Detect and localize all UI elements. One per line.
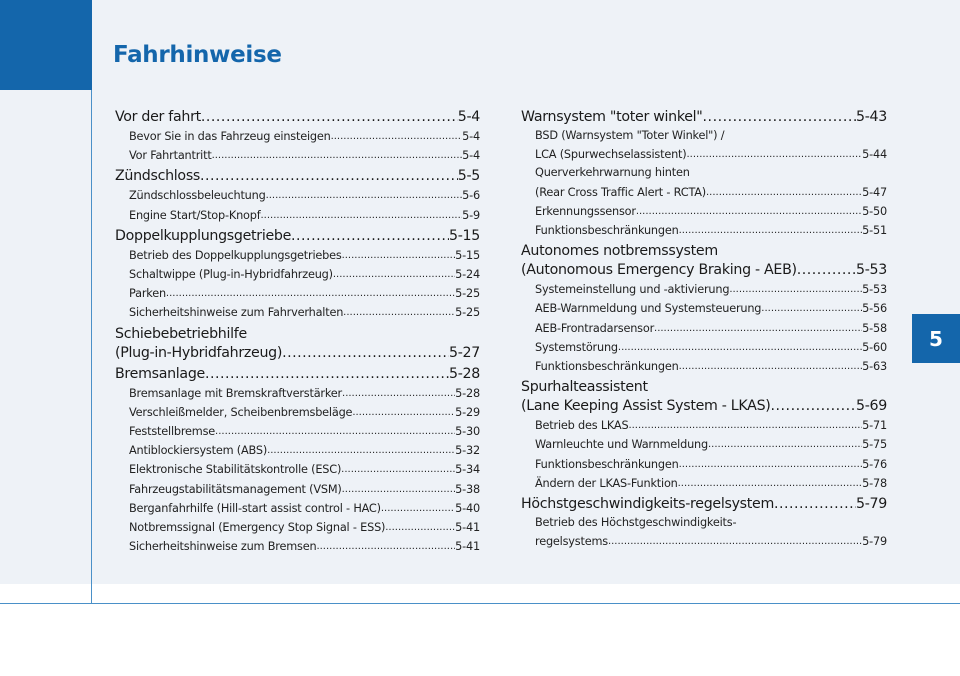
entry-page-number: 5-4	[462, 149, 480, 163]
toc-section	[115, 365, 480, 557]
entry-title: Ändern der LKAS-Funktion	[535, 476, 678, 490]
dot-leader	[771, 397, 856, 416]
entry-page-number: 5-63	[862, 360, 887, 374]
toc-entry[interactable]	[535, 202, 887, 221]
entry-title: Betrieb des Doppelkupplungsgetriebes	[129, 248, 342, 262]
section-page-number: 5-27	[449, 344, 480, 361]
toc-entry[interactable]	[129, 186, 480, 205]
entry-page-number: 5-38	[455, 482, 480, 496]
dot-leader	[761, 299, 862, 318]
entry-page-number: 5-56	[862, 302, 887, 316]
chapter-tab[interactable]: 5	[912, 314, 960, 363]
toc-entry[interactable]	[129, 265, 480, 284]
toc-left-column	[115, 108, 480, 558]
dot-leader	[342, 480, 456, 499]
toc-entry[interactable]	[129, 480, 480, 499]
toc-section	[521, 108, 887, 240]
entry-title: Feststellbremse	[129, 425, 216, 439]
entry-page-number: 5-76	[862, 457, 887, 471]
entry-title: AEB-Frontradarsensor	[535, 321, 655, 335]
toc-entry[interactable]	[535, 338, 887, 357]
entry-title-line[interactable]: BSD (Warnsystem "Toter Winkel") /	[535, 129, 725, 142]
dot-leader	[291, 227, 449, 246]
left-divider	[91, 90, 92, 604]
entry-page-number: 5-40	[455, 501, 480, 515]
entry-page-number: 5-53	[862, 283, 887, 297]
page-title: Fahrhinweise	[113, 42, 282, 68]
toc-entry[interactable]	[535, 532, 887, 551]
entry-page-number: 5-58	[862, 321, 887, 335]
entry-title: Erkennungssensor	[535, 204, 636, 218]
toc-section	[521, 242, 887, 376]
toc-entry[interactable]	[129, 460, 480, 479]
section-entries	[521, 280, 887, 376]
section-title[interactable]	[115, 167, 480, 186]
entry-title: Notbremssignal (Emergency Stop Signal - ESS)	[129, 521, 386, 535]
entry-title: LCA (Spurwechselassistent)	[535, 148, 687, 162]
dot-leader	[333, 265, 455, 284]
dot-leader	[636, 202, 862, 221]
toc-entry[interactable]	[129, 499, 480, 518]
toc-right-column	[521, 108, 887, 553]
dot-leader	[706, 183, 862, 202]
dot-leader	[385, 518, 455, 537]
entry-title: Systemstörung	[535, 340, 618, 354]
entry-title: Bevor Sie in das Fahrzeug einsteigen	[129, 130, 331, 143]
entry-page-number: 5-41	[455, 540, 480, 554]
entry-title: Berganfahrhilfe (Hill-start assist control - HAC)	[129, 501, 381, 515]
entry-title: Vor Fahrtantritt	[129, 149, 212, 163]
entry-title: Systemeinstellung und -aktivierung	[535, 283, 730, 297]
dot-leader	[797, 261, 856, 280]
section-title-text: Bremsanlage	[115, 365, 205, 382]
dot-leader	[342, 246, 456, 265]
toc-section	[115, 325, 480, 363]
entry-page-number: 5-71	[862, 419, 887, 433]
dot-leader	[628, 416, 862, 435]
dot-leader	[316, 537, 455, 556]
entry-page-number: 5-41	[455, 521, 480, 535]
section-title[interactable]	[521, 397, 887, 416]
entry-page-number: 5-25	[455, 306, 480, 320]
entry-title: Sicherheitshinweise zum Fahrverhalten	[129, 306, 344, 320]
section-entries	[115, 127, 480, 165]
toc-entry[interactable]	[535, 416, 887, 435]
toc-section	[115, 227, 480, 323]
toc-entry[interactable]	[129, 127, 480, 146]
dot-leader	[343, 303, 455, 322]
toc-entry[interactable]	[129, 284, 480, 303]
entry-title: Engine Start/Stop-Knopf	[129, 208, 261, 222]
entry-title: Funktionsbeschränkungen	[535, 360, 679, 374]
dot-leader	[166, 284, 455, 303]
entry-title: AEB-Warnmeldung und Systemsteuerung	[535, 302, 762, 316]
entry-page-number: 5-78	[862, 476, 887, 490]
dot-leader	[282, 344, 449, 363]
section-title[interactable]	[521, 261, 887, 280]
toc-entry[interactable]	[129, 441, 480, 460]
bottom-divider	[0, 603, 960, 604]
section-title[interactable]	[115, 344, 480, 363]
toc-entry[interactable]	[535, 455, 887, 474]
dot-leader	[266, 186, 463, 205]
toc-entry[interactable]	[535, 474, 887, 493]
entry-page-number: 5-24	[455, 268, 480, 282]
section-title-line[interactable]: Schiebebetriebhilfe	[115, 325, 247, 342]
entry-page-number: 5-79	[862, 535, 887, 549]
dot-leader	[352, 403, 455, 422]
dot-leader	[215, 422, 455, 441]
section-title[interactable]	[521, 495, 887, 514]
section-title-text: Warnsystem "toter winkel"	[521, 109, 703, 125]
entry-title: Funktionsbeschränkungen	[535, 224, 679, 238]
dot-leader	[341, 460, 455, 479]
entry-page-number: 5-6	[462, 189, 480, 203]
section-title[interactable]	[115, 227, 480, 246]
section-title[interactable]	[115, 108, 480, 127]
entry-page-number: 5-47	[862, 185, 887, 199]
toc-entry[interactable]	[129, 384, 480, 403]
entry-title: Schaltwippe (Plug-in-Hybridfahrzeug)	[129, 268, 333, 282]
section-page-number: 5-5	[457, 168, 480, 185]
section-entries	[521, 514, 887, 551]
entry-page-number: 5-4	[462, 130, 480, 143]
dot-leader	[708, 435, 862, 454]
dot-leader	[267, 441, 455, 460]
entry-page-number: 5-9	[462, 208, 480, 222]
toc-entry[interactable]	[535, 145, 887, 164]
entry-page-number: 5-25	[455, 287, 480, 301]
toc-section	[115, 167, 480, 224]
entry-page-number: 5-50	[862, 204, 887, 218]
toc-entry[interactable]	[129, 537, 480, 556]
section-title-text: (Lane Keeping Assist System - LKAS)	[521, 398, 771, 415]
entry-page-number: 5-32	[455, 444, 480, 458]
toc-entry[interactable]	[129, 246, 480, 265]
section-page-number: 5-15	[449, 227, 480, 244]
entry-title: Bremsanlage mit Bremskraftverstärker	[129, 386, 343, 400]
entry-page-number: 5-29	[455, 405, 480, 419]
section-title-text: Doppelkupplungsgetriebe	[115, 227, 292, 244]
toc-entry[interactable]	[535, 435, 887, 454]
section-entries	[115, 384, 480, 557]
entry-page-number: 5-44	[862, 148, 887, 162]
entry-title: Zündschlossbeleuchtung	[129, 189, 266, 203]
section-title-line[interactable]: Spurhalteassistent	[521, 379, 648, 396]
section-title-text: Höchstgeschwindigkeits-regelsystem	[521, 496, 774, 513]
entry-page-number: 5-34	[455, 463, 480, 477]
dot-leader	[201, 108, 458, 127]
dot-leader	[729, 280, 862, 299]
section-page-number: 5-28	[449, 365, 480, 382]
entry-title: Betrieb des LKAS	[535, 419, 629, 433]
section-page-number: 5-4	[457, 109, 480, 125]
dot-leader	[261, 206, 463, 225]
section-page-number: 5-79	[856, 496, 887, 513]
dot-leader	[618, 338, 862, 357]
section-title[interactable]	[115, 365, 480, 384]
entry-page-number: 5-75	[862, 438, 887, 452]
toc-entry[interactable]	[129, 422, 480, 441]
section-title-text: (Autonomous Emergency Braking - AEB)	[521, 262, 797, 279]
entry-title: Verschleißmelder, Scheibenbremsbeläge	[129, 405, 353, 419]
dot-leader	[654, 319, 862, 338]
dot-leader	[678, 474, 863, 493]
section-page-number: 5-69	[856, 398, 887, 415]
toc-entry[interactable]	[129, 518, 480, 537]
dot-leader	[200, 167, 458, 186]
toc-section	[521, 378, 887, 493]
entry-page-number: 5-30	[455, 425, 480, 439]
section-title-line[interactable]: Autonomes notbremssystem	[521, 243, 718, 260]
toc-entry[interactable]	[129, 146, 480, 165]
toc-section	[521, 495, 887, 551]
dot-leader	[679, 455, 863, 474]
dot-leader	[679, 357, 863, 376]
section-entries	[521, 416, 887, 493]
entry-page-number: 5-60	[862, 340, 887, 354]
toc-entry[interactable]	[129, 303, 480, 322]
dot-leader	[686, 145, 862, 164]
entry-title: Funktionsbeschränkungen	[535, 457, 679, 471]
entry-page-number: 5-15	[455, 248, 480, 262]
header-accent-bar	[0, 0, 92, 90]
entry-title: Sicherheitshinweise zum Bremsen	[129, 540, 317, 554]
toc-section	[115, 108, 480, 165]
toc-entry[interactable]	[535, 319, 887, 338]
dot-leader	[679, 221, 863, 240]
section-title-text: Vor der fahrt	[115, 109, 201, 125]
entry-title: regelsystems	[535, 535, 608, 549]
entry-page-number: 5-28	[455, 386, 480, 400]
toc-entry[interactable]	[535, 357, 887, 376]
dot-leader	[608, 532, 862, 551]
toc-entry[interactable]	[129, 206, 480, 225]
toc-entry[interactable]	[535, 183, 887, 202]
entry-title-line[interactable]: Querverkehrwarnung hinten	[535, 166, 690, 180]
section-page-number: 5-43	[856, 109, 887, 125]
section-entries	[521, 127, 887, 240]
dot-leader	[703, 108, 856, 127]
entry-title-line[interactable]: Betrieb des Höchstgeschwindigkeits-	[535, 516, 737, 530]
entry-title: Elektronische Stabilitätskontrolle (ESC)	[129, 463, 342, 477]
section-entries	[115, 186, 480, 224]
section-title[interactable]	[521, 108, 887, 127]
toc-entry[interactable]	[535, 280, 887, 299]
dot-leader	[342, 384, 455, 403]
entry-title: Warnleuchte und Warnmeldung	[535, 438, 708, 452]
section-page-number: 5-53	[856, 262, 887, 279]
dot-leader	[205, 365, 449, 384]
dot-leader	[212, 146, 463, 165]
section-entries	[115, 246, 480, 323]
entry-title: Antiblockiersystem (ABS)	[129, 444, 268, 458]
entry-page-number: 5-51	[862, 224, 887, 238]
dot-leader	[774, 495, 856, 514]
toc-entry[interactable]	[129, 403, 480, 422]
dot-leader	[331, 127, 463, 146]
section-title-text: Zündschloss	[115, 168, 200, 185]
entry-title: Fahrzeugstabilitätsmanagement (VSM)	[129, 482, 342, 496]
dot-leader	[381, 499, 455, 518]
entry-title: (Rear Cross Traffic Alert - RCTA)	[535, 185, 706, 199]
section-title-text: (Plug-in-Hybridfahrzeug)	[115, 344, 283, 361]
entry-title: Parken	[129, 287, 166, 301]
toc-entry[interactable]	[535, 221, 887, 240]
toc-entry[interactable]	[535, 299, 887, 318]
